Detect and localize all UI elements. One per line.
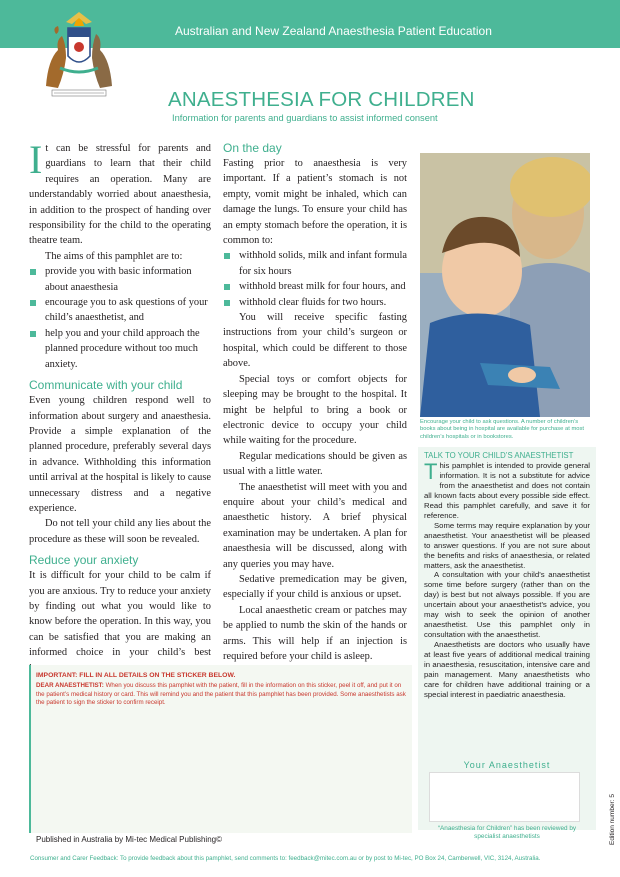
- talk-body: [424, 461, 590, 700]
- heading-communicate: Communicate with your child: [29, 378, 183, 393]
- paragraph: The anaesthetist will meet with you and enquire about your child’s medical and anaesthetic history. A brief physical examination may be undertaken. A plan for anaesthesia will be discussed, along with any queries you may have.: [223, 481, 407, 570]
- paragraph: Some terms may require explanation by your anaesthetist. Your anaesthetist will be pleased to answer questions. If you are not sure about the benefits and risks of anaesthesia, or related matters, ask the anaesthetist.: [424, 520, 590, 570]
- paragraph: A consultation with your child’s anaesthetist some time before surgery (rather than on the day) is best but not always possible. If you are uncertain about your anaesthetist’s advice, you may wish to seek the opinion of another anaesthetist. Use this pamphlet only in consultation with the anaesthetist.: [424, 570, 590, 640]
- sticker-heading: IMPORTANT: FILL IN ALL DETAILS ON THE STICKER BELOW.: [36, 672, 236, 679]
- paragraph: Local anaesthetic cream or patches may be applied to numb the skin of the hands or arms. This will help if an injection is required before your child is asleep.: [223, 603, 407, 665]
- paragraph: It is difficult for your child to be calm if you are anxious. Try to reduce your anxiety by finding out what you would like to know before the operation. In this way, you can be satisfied that you are making an informed choice in your child’s best: [29, 570, 211, 659]
- anaesthetist-details-field[interactable]: [429, 772, 580, 822]
- paragraph: This pamphlet is intended to provide general information. It is not a substitute for advice from the anaesthetist and does not contain all known facts about every possible side effect. Read this pamphlet carefully, and save it for reference.: [424, 459, 590, 520]
- paragraph: Do not tell your child any lies about the procedure as these will soon be revealed.: [29, 518, 211, 545]
- paragraph: Fasting prior to anaesthesia is very important. If a patient’s stomach is not empty, vomit might be inhaled, which can damage the lungs. To ensure your child has an empty stomach before the operation, it is common to:: [223, 158, 407, 247]
- aims-intro: The aims of this pamphlet are to:: [45, 250, 183, 262]
- page-subtitle: Information for parents and guardians to assist informed consent: [172, 113, 438, 123]
- sticker-instructions: DEAR ANAESTHETIST: When you discuss this pamphlet with the patient, fill in the information on this sticker, peel it off, and put it on the patient’s medical history or card. This will remind you and the patient that this pamphlet has been provided. Some anaesthetists ask the patient to sign the sticker to confirm receipt.: [36, 682, 406, 707]
- feedback-footer: Consumer and Carer Feedback: To provide feedback about this pamphlet, send comments to: feedback@mitec.com.au or by post to Mi-tec, PO Box 24, Camberwell, VIC, 3124, Australia.: [30, 855, 541, 862]
- list-item: withhold clear fluids for two hours.: [223, 295, 407, 310]
- heading-on-the-day: On the day: [223, 141, 282, 155]
- list-item: help you and your child approach the planned procedure without too much anxiety.: [29, 326, 211, 372]
- paragraph: Anaesthetists are doctors who usually have at least five years of additional medical training in anaesthesia, resuscitation, intensive care and pain management. Many anaesthetists who care for children have additional training or a special interest in paediatric anaesthesia.: [424, 640, 590, 699]
- fasting-list: [223, 248, 407, 310]
- heading-reduce-anxiety: Reduce your anxiety: [29, 553, 139, 568]
- paragraph: Sedative premedication may be given, especially if your child is anxious or upset.: [223, 573, 407, 601]
- reviewed-note: “Anaesthesia for Children” has been reviewed by specialist anaesthetists: [437, 825, 577, 840]
- paragraph: Regular medications should be given as usual with a little water.: [223, 450, 407, 478]
- publisher-line: Published in Australia by Mi-tec Medical Publishing©: [36, 835, 222, 844]
- drop-cap: T: [424, 459, 438, 484]
- coat-of-arms-logo: [38, 4, 120, 104]
- intro-paragraph: It can be stressful for parents and guardians to learn that their child requires an operation. Many are understandably worried about anaesthesia, in addition to the prospect of handing over responsibility for the child to the operating theatre team.: [29, 137, 211, 247]
- paragraph: Even young children respond well to information about surgery and anaesthesia. Provide a simple explanation of the planned procedure, preferably several days in advance. Withholding this information until arrival at the hospital is likely to cause unnecessary distress and a negative experience.: [29, 395, 211, 514]
- list-item: encourage you to ask questions of your child’s anaesthetist, and: [29, 295, 211, 326]
- child-reading-photo: [420, 153, 590, 417]
- paragraph: You will receive specific fasting instructions from your child’s surgeon or hospital, which could be different to those above.: [223, 312, 407, 370]
- talk-heading: TALK TO YOUR CHILD’S ANAESTHETIST: [424, 451, 574, 460]
- list-item: withhold breast milk for four hours, and: [223, 279, 407, 294]
- drop-cap: I: [29, 137, 43, 182]
- your-anaesthetist-label: Your Anaesthetist: [463, 760, 551, 770]
- banner-title: Australian and New Zealand Anaesthesia Patient Education: [175, 24, 492, 38]
- middle-column: [223, 141, 407, 684]
- aims-list: [29, 264, 211, 372]
- left-column: [29, 137, 211, 676]
- paragraph: Special toys or comfort objects for sleeping may be brought to the hospital. It might be helpful to bring a book or electronic device to occupy your child while waiting for the procedure.: [223, 373, 407, 447]
- list-item: provide you with basic information about anaesthesia: [29, 264, 211, 295]
- page-title: ANAESTHESIA FOR CHILDREN: [168, 88, 475, 111]
- edition-number: Edition number: 5: [609, 794, 616, 845]
- photo-caption: Encourage your child to ask questions. A number of children’s books about being in hospital are available for purchase at most children’s hospitals or in bookstores.: [420, 419, 585, 440]
- list-item: withhold solids, milk and infant formula for six hours: [223, 248, 407, 279]
